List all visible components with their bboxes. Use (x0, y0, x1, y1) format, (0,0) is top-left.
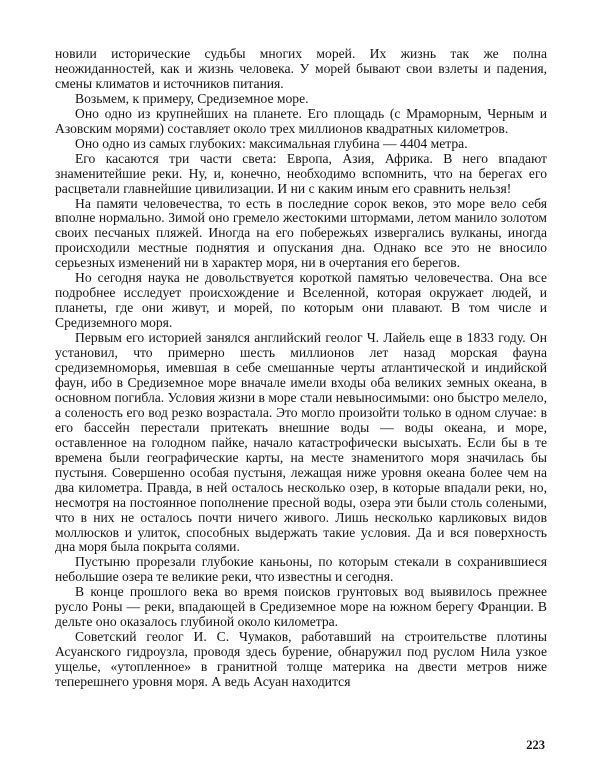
paragraph-10: В конце прошлого века во время поисков грунтовых вод выявилось прежнее русло Роны — реки, впадающей в Средиземное море на южном берегу Франции. В дельте оно оказалось глубиной около километра. (55, 584, 547, 630)
page-body (55, 47, 547, 690)
paragraph-2: Возьмем, к примеру, Средиземное море. (75, 90, 309, 106)
paragraph-5: Его касаются три части света: Европа, Азия, Африка. В него впадают знаменитейшие реки. Ну, и, конечно, необходимо вспомнить, что на берегах его расцветали главнейшие цивилизации. И ни с каким иным его сравнить нельзя! (55, 150, 547, 196)
paragraph-4: Оно одно из самых глубоких: максимальная глубина — 4404 метра. (75, 135, 468, 151)
paragraph-9: Пустыню прорезали глубокие каньоны, по которым стекали в сохранившиеся небольшие озера те великие реки, что известны и сегодня. (55, 554, 547, 585)
paragraph-6: На памяти человечества, то есть в последние сорок веков, это море вело себя вполне нормально. Зимой оно гремело жестокими штормами, летом манило золотом своих песчаных пляжей. Иногда на его побережьях извергались вулканы, иногда происходили местные поднятия и опускания дна. Однако все это не вносило серьезных изменений ни в характер моря, ни в очертания его берегов. (55, 195, 547, 271)
paragraph-1: новили исторические судьбы многих морей. Их жизнь так же полна неожиданностей, как и жизнь человека. У морей бывают свои взлеты и падения, смены климатов и источников питания. (55, 46, 547, 91)
paragraph-8: Первым его историей занялся английский геолог Ч. Лайель еще в 1833 году. Он установил, что примерно шесть миллионов лет назад морская фауна средиземноморья, имевшая в себе смешанные черты атлантической и индийской фаун, ибо в Средиземное море вначале имели входы оба великих земных океана, в основном погибла. Условия жизни в море стали невыносимыми: оно быстро мелело, а соленость его вод резко возрастала. Это могло произойти только в одном случае: в его бассейн перестали притекать внешние воды — воды океана, и море, оставленное на голодном пайке, начало катастрофически высыхать. Если бы в те времена были географические карты, на месте знаменитого моря значилась бы пустыня. Совершенно особая пустыня, лежащая ниже уровня океана более чем на два километра. Правда, в ней осталось несколько озер, в которые впадали реки, но, несмотря на постоянное пополнение пресной воды, озера эти были столь солеными, что в них не осталось почти ничего живого. Лишь несколько карликовых видов моллюсков и улиток, способных выдержать такие условия. Да и вся поверхность дна моря была покрыта солями. (55, 330, 547, 555)
page-number: 223 (526, 738, 545, 752)
paragraph-11: Советский геолог И. С. Чумаков, работавший на строительстве плотины Асуанского гидроузла, проводя здесь бурение, обнаружил под руслом Нила узкое ущелье, «утопленное» в гранитной толще материка на двести метров ниже теперешнего уровня моря. А ведь Асуан находится (55, 629, 547, 690)
paragraph-7: Но сегодня наука не довольствуется короткой памятью человечества. Она все подробнее исследует происхождение и Вселенной, которая окружает людей, и планеты, где они живут, и морей, по которым они плавают. В том числе и Средиземного моря. (55, 270, 547, 331)
paragraph-3: Оно одно из крупнейших на планете. Его площадь (с Мраморным, Черным и Азовским морями) составляет около трех миллионов квадратных километров. (55, 105, 547, 136)
